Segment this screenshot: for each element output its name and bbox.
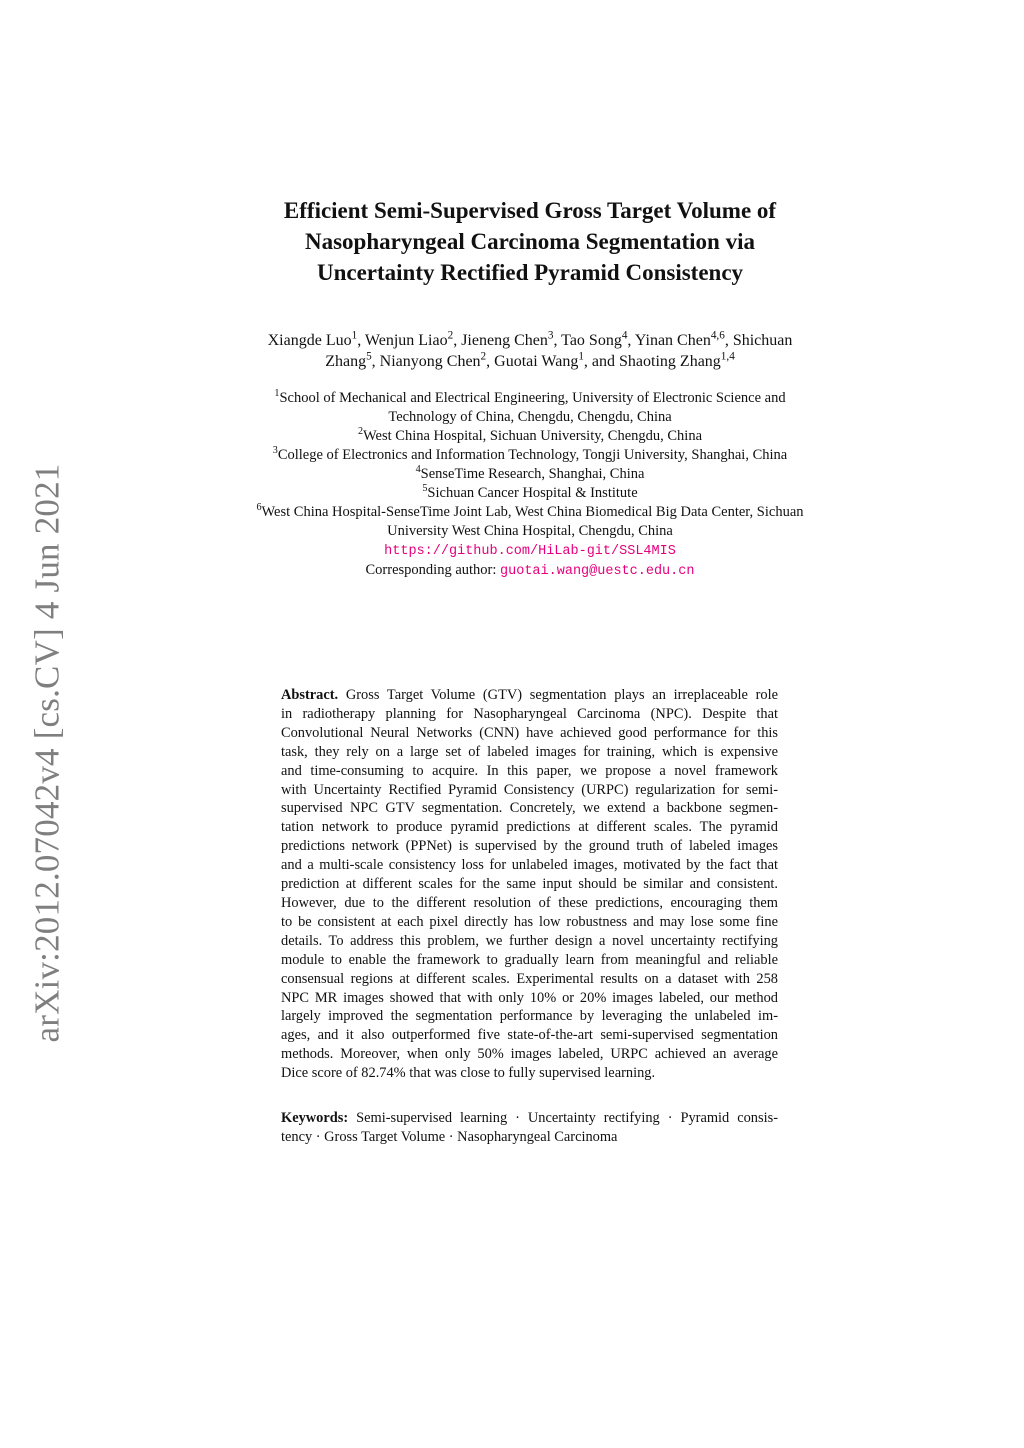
author-name: , Shichuan bbox=[724, 332, 793, 349]
author-sup: 1 bbox=[351, 329, 358, 342]
abstract-line: task, they rely on a large set of labeled images for training, which is expensive bbox=[281, 743, 778, 760]
abstract-line: and a multi-scale consistency loss for unlabeled images, motivated by the fact that bbox=[281, 857, 778, 874]
affiliation-text: West China Hospital, Sichuan University, Chengdu, China bbox=[363, 428, 703, 444]
author-line bbox=[230, 351, 830, 372]
abstract-line: to be consistent at each pixel directly has low robustness and may lose some fine bbox=[281, 913, 778, 930]
author-name: , Jieneng Chen bbox=[453, 332, 548, 349]
author-line bbox=[230, 330, 830, 351]
abstract-line: consensual regions at different scales. Experimental results on a dataset with 258 bbox=[281, 970, 778, 987]
affiliation-line bbox=[210, 446, 850, 465]
abstract-line: in radiotherapy planning for Nasopharyngeal Carcinoma (NPC). Despite that bbox=[281, 705, 778, 722]
author-name: , Guotai Wang bbox=[486, 353, 579, 370]
keywords-line: tency · Gross Target Volume · Nasopharyngeal Carcinoma bbox=[281, 1129, 618, 1145]
abstract-line: details. To address this problem, we further design a novel uncertainty rectifying bbox=[281, 932, 778, 949]
abstract bbox=[281, 686, 778, 1083]
author-name: , Nianyong Chen bbox=[371, 353, 481, 370]
author-name: , and Shaoting Zhang bbox=[583, 353, 721, 370]
abstract-heading: Abstract. bbox=[281, 687, 339, 703]
author-sup: 3 bbox=[547, 329, 554, 342]
abstract-line: tation network to produce pyramid predictions at different scales. The pyramid bbox=[281, 819, 778, 836]
abstract-line: NPC MR images showed that with only 10% or 20% images labeled, our method bbox=[281, 989, 778, 1006]
author-name: , Tao Song bbox=[553, 332, 622, 349]
repo-link[interactable]: https://github.com/HiLab-git/SSL4MIS bbox=[384, 544, 676, 559]
keywords-heading: Keywords: bbox=[281, 1110, 349, 1126]
author-name: , Wenjun Liao bbox=[357, 332, 448, 349]
author-list bbox=[230, 330, 830, 372]
affiliation-line bbox=[210, 503, 850, 522]
affiliation-line bbox=[210, 427, 850, 446]
affiliation-line bbox=[210, 389, 850, 408]
keywords-text: Semi-supervised learning · Uncertainty rectifying · Pyramid consis- bbox=[348, 1110, 778, 1126]
email-link[interactable]: guotai.wang@uestc.edu.cn bbox=[500, 564, 695, 579]
abstract-line: module to enable the framework to gradually learn from meaningful and reliable bbox=[281, 951, 778, 968]
author-name: Xiangde Luo bbox=[267, 332, 352, 349]
arxiv-sidebar-stamp bbox=[30, 463, 66, 1043]
title-line: Nasopharyngeal Carcinoma Segmentation via bbox=[305, 229, 755, 254]
author-sup: 5 bbox=[366, 350, 372, 363]
affiliation-text: West China Hospital-SenseTime Joint Lab, West China Biomedical Big Data Center, Sichuan bbox=[261, 504, 804, 520]
abstract-line: with Uncertainty Rectified Pyramid Consistency (URPC) regularization for semi- bbox=[281, 781, 778, 798]
abstract-line: Dice score of 82.74% that was close to fully supervised learning. bbox=[281, 1065, 656, 1082]
abstract-line: supervised NPC GTV segmentation. Concretely, we extend a backbone segmen- bbox=[281, 800, 778, 817]
affiliation-sup: 1 bbox=[274, 388, 280, 400]
affiliation-line bbox=[210, 465, 850, 484]
author-sup: 4,6 bbox=[710, 329, 725, 342]
affiliations bbox=[210, 389, 850, 581]
affiliation-sup: 3 bbox=[272, 445, 278, 457]
abstract-line bbox=[281, 686, 778, 705]
author-sup: 1 bbox=[578, 350, 584, 363]
affiliation-sup: 4 bbox=[415, 464, 421, 476]
abstract-line: However, due to the different resolution of these predictions, encouraging them bbox=[281, 894, 778, 911]
paper-title bbox=[200, 195, 860, 288]
affiliation-sup: 5 bbox=[422, 483, 428, 495]
author-sup: 1,4 bbox=[720, 350, 735, 363]
author-name: Zhang bbox=[325, 353, 367, 370]
affiliation-line bbox=[210, 484, 850, 503]
abstract-line: and time-consuming to acquire. In this paper, we propose a novel framework bbox=[281, 762, 778, 779]
corresponding-label: Corresponding author: bbox=[365, 562, 501, 578]
affiliation-text: Sichuan Cancer Hospital & Institute bbox=[427, 485, 638, 501]
affiliation-text: SenseTime Research, Shanghai, China bbox=[420, 466, 645, 482]
keywords-line bbox=[281, 1109, 778, 1128]
author-name: , Yinan Chen bbox=[627, 332, 711, 349]
repo-link-line bbox=[210, 541, 850, 561]
abstract-text: Gross Target Volume (GTV) segmentation plays an irreplaceable role bbox=[338, 687, 778, 703]
affiliation-line bbox=[210, 522, 850, 541]
abstract-line: ages, and it also outperformed five state-of-the-art semi-supervised segmentation bbox=[281, 1027, 778, 1044]
affiliation-sup: 2 bbox=[357, 426, 364, 438]
affiliation-text: Technology of China, Chengdu, Chengdu, China bbox=[388, 409, 672, 425]
affiliation-text: University West China Hospital, Chengdu, China bbox=[387, 523, 673, 539]
author-sup: 4 bbox=[621, 329, 628, 342]
affiliation-line bbox=[210, 408, 850, 427]
arxiv-id: arXiv:2012.07042v4 [cs.CV] 4 Jun 2021 bbox=[28, 463, 67, 1043]
abstract-line: Convolutional Neural Networks (CNN) have achieved good performance for this bbox=[281, 724, 778, 741]
abstract-line: predictions network (PPNet) is supervised by the ground truth of labeled images bbox=[281, 838, 778, 855]
keywords bbox=[281, 1109, 778, 1147]
affiliation-text: School of Mechanical and Electrical Engineering, University of Electronic Science and bbox=[279, 390, 786, 406]
author-sup: 2 bbox=[480, 350, 487, 363]
author-sup: 2 bbox=[447, 329, 454, 342]
title-line: Efficient Semi-Supervised Gross Target Volume of bbox=[283, 198, 777, 223]
abstract-line: methods. Moreover, when only 50% images labeled, URPC achieved an average bbox=[281, 1046, 778, 1063]
title-line: Uncertainty Rectified Pyramid Consistency bbox=[316, 260, 744, 285]
abstract-line: prediction at different scales for the same input should be similar and consistent. bbox=[281, 876, 778, 893]
abstract-line: largely improved the segmentation performance by leveraging the unlabeled im- bbox=[281, 1008, 778, 1025]
affiliation-text: College of Electronics and Information Technology, Tongji University, Shanghai, China bbox=[277, 447, 788, 463]
corresponding-line bbox=[210, 561, 850, 581]
affiliation-sup: 6 bbox=[256, 502, 262, 514]
